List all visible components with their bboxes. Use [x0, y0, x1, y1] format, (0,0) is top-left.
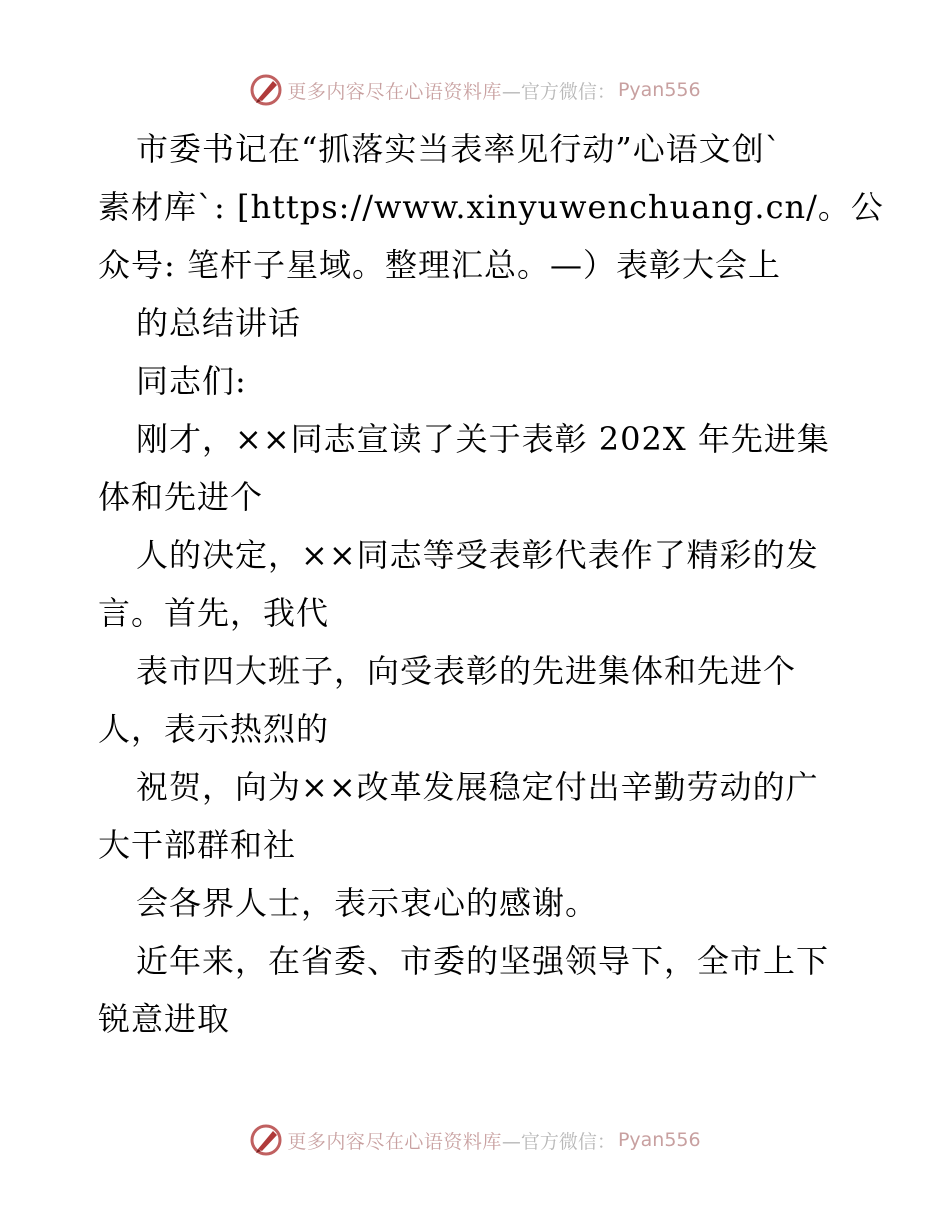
body-line: 素材库`: [https://www.xinyuwenchuang.cn/。公 — [98, 188, 884, 226]
body-line: 大干部群和社 — [98, 826, 297, 864]
body-line: 人，表示热烈的 — [98, 710, 330, 748]
body-line: 体和先进个 — [98, 478, 264, 516]
body-line: 人的决定，××同志等受表彰代表作了精彩的发 — [136, 536, 819, 574]
body-line: 会各界人士，表示衷心的感谢。 — [136, 884, 599, 922]
pen-logo-icon — [249, 1123, 283, 1157]
document-body — [98, 120, 884, 1048]
banner-site-text: 更多内容尽在心语资料库 — [287, 1130, 502, 1153]
banner-site-text: 更多内容尽在心语资料库 — [287, 80, 502, 103]
body-line: 锐意进取 — [98, 1000, 231, 1038]
banner-wechat-label: —官方微信： — [501, 80, 616, 103]
body-line: 市委书记在“抓落实当表率见行动”心语文创` — [136, 130, 782, 168]
body-line: 言。首先，我代 — [98, 594, 330, 632]
banner-wechat-label: —官方微信： — [501, 1130, 616, 1153]
header-watermark-banner — [0, 70, 950, 110]
body-line: 众号: 笔杆子星域。整理汇总。—）表彰大会上 — [98, 246, 781, 284]
body-line: 祝贺，向为××改革发展稳定付出辛勤劳动的广 — [136, 768, 819, 806]
banner-wechat-id: Pyan556 — [617, 1129, 701, 1151]
body-line: 的总结讲话 — [136, 304, 302, 342]
pen-logo-icon — [249, 73, 283, 107]
banner-wechat-id: Pyan556 — [617, 79, 701, 101]
footer-watermark-banner — [0, 1120, 950, 1160]
body-line: 刚才，××同志宣读了关于表彰 202X 年先进集 — [136, 420, 830, 458]
body-line: 同志们: — [136, 362, 247, 400]
body-line: 表市四大班子，向受表彰的先进集体和先进个 — [136, 652, 797, 690]
body-line: 近年来，在省委、市委的坚强领导下，全市上下 — [136, 942, 830, 980]
